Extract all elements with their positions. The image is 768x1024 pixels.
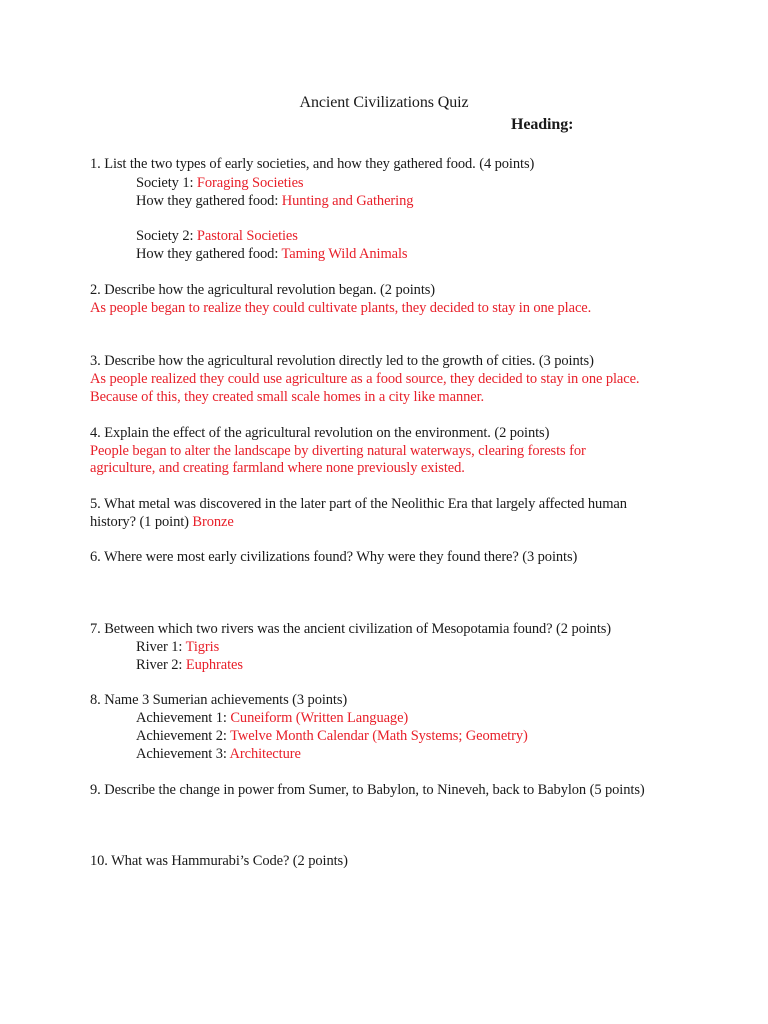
achievement-2-answer: Twelve Month Calendar (Math Systems; Geometry) [230, 728, 528, 744]
society-1-answer: Foraging Societies [196, 175, 304, 191]
river-1-answer: Tigris [185, 639, 220, 655]
society-2-answer: Pastoral Societies [196, 228, 298, 244]
page-title: Ancient Civilizations Quiz [299, 94, 469, 111]
question-5-prompt-line-2 [90, 513, 234, 531]
question-10-prompt: 10. What was Hammurabi’s Code? (2 points) [90, 853, 348, 869]
society-2-label: Society 2: [136, 228, 197, 244]
question-5-answer: Bronze [192, 514, 234, 530]
question-5-prompt-end: history? (1 point) [90, 514, 193, 530]
question-8-achievement-3 [136, 745, 301, 763]
question-4-answer-line-1: People began to alter the landscape by diverting natural waterways, clearing forests for [90, 443, 586, 459]
river-2-label: River 2: [136, 657, 186, 673]
society-2-food-label: How they gathered food: [136, 246, 282, 262]
question-1-society-1-food [136, 192, 413, 210]
question-8-achievement-1 [136, 709, 408, 727]
question-2-prompt: 2. Describe how the agricultural revolution began. (2 points) [90, 282, 436, 298]
question-2-answer: As people began to realize they could cultivate plants, they decided to stay in one place. [90, 300, 592, 316]
question-6-prompt: 6. Where were most early civilizations found? Why were they found there? (3 points) [90, 549, 578, 565]
question-4-prompt: 4. Explain the effect of the agricultural revolution on the environment. (2 points) [90, 425, 550, 441]
society-1-label: Society 1: [136, 175, 197, 191]
question-1-society-2-food [136, 245, 407, 263]
achievement-1-label: Achievement 1: [136, 710, 231, 726]
achievement-1-answer: Cuneiform (Written Language) [230, 710, 409, 726]
achievement-2-label: Achievement 2: [136, 728, 231, 744]
river-2-answer: Euphrates [185, 657, 243, 673]
question-7-river-2 [136, 656, 243, 674]
question-3-answer-line-1: As people realized they could use agriculture as a food source, they decided to stay in one place. [90, 371, 640, 387]
question-5-prompt-line-1: 5. What metal was discovered in the later part of the Neolithic Era that largely affected human [90, 496, 627, 512]
question-3-prompt: 3. Describe how the agricultural revolution directly led to the growth of cities. (3 points) [90, 353, 594, 369]
question-1-society-2 [136, 227, 298, 245]
achievement-3-answer: Architecture [229, 746, 301, 762]
heading-label: Heading: [511, 116, 574, 133]
society-1-food-answer: Hunting and Gathering [281, 193, 414, 209]
question-1-prompt: 1. List the two types of early societies, and how they gathered food. (4 points) [90, 156, 535, 172]
question-1-society-1 [136, 174, 303, 192]
question-7-river-1 [136, 638, 219, 656]
question-8-achievement-2 [136, 727, 528, 745]
question-4-answer-line-2: agriculture, and creating farmland where none previously existed. [90, 460, 465, 476]
question-3-answer-line-2: Because of this, they created small scale homes in a city like manner. [90, 389, 485, 405]
river-1-label: River 1: [136, 639, 186, 655]
question-9-prompt: 9. Describe the change in power from Sumer, to Babylon, to Nineveh, back to Babylon (5 points) [90, 782, 645, 798]
question-7-prompt: 7. Between which two rivers was the ancient civilization of Mesopotamia found? (2 points) [90, 621, 612, 637]
question-8-prompt: 8. Name 3 Sumerian achievements (3 points) [90, 692, 348, 708]
society-2-food-answer: Taming Wild Animals [281, 246, 408, 262]
achievement-3-label: Achievement 3: [136, 746, 230, 762]
society-1-food-label: How they gathered food: [136, 193, 282, 209]
